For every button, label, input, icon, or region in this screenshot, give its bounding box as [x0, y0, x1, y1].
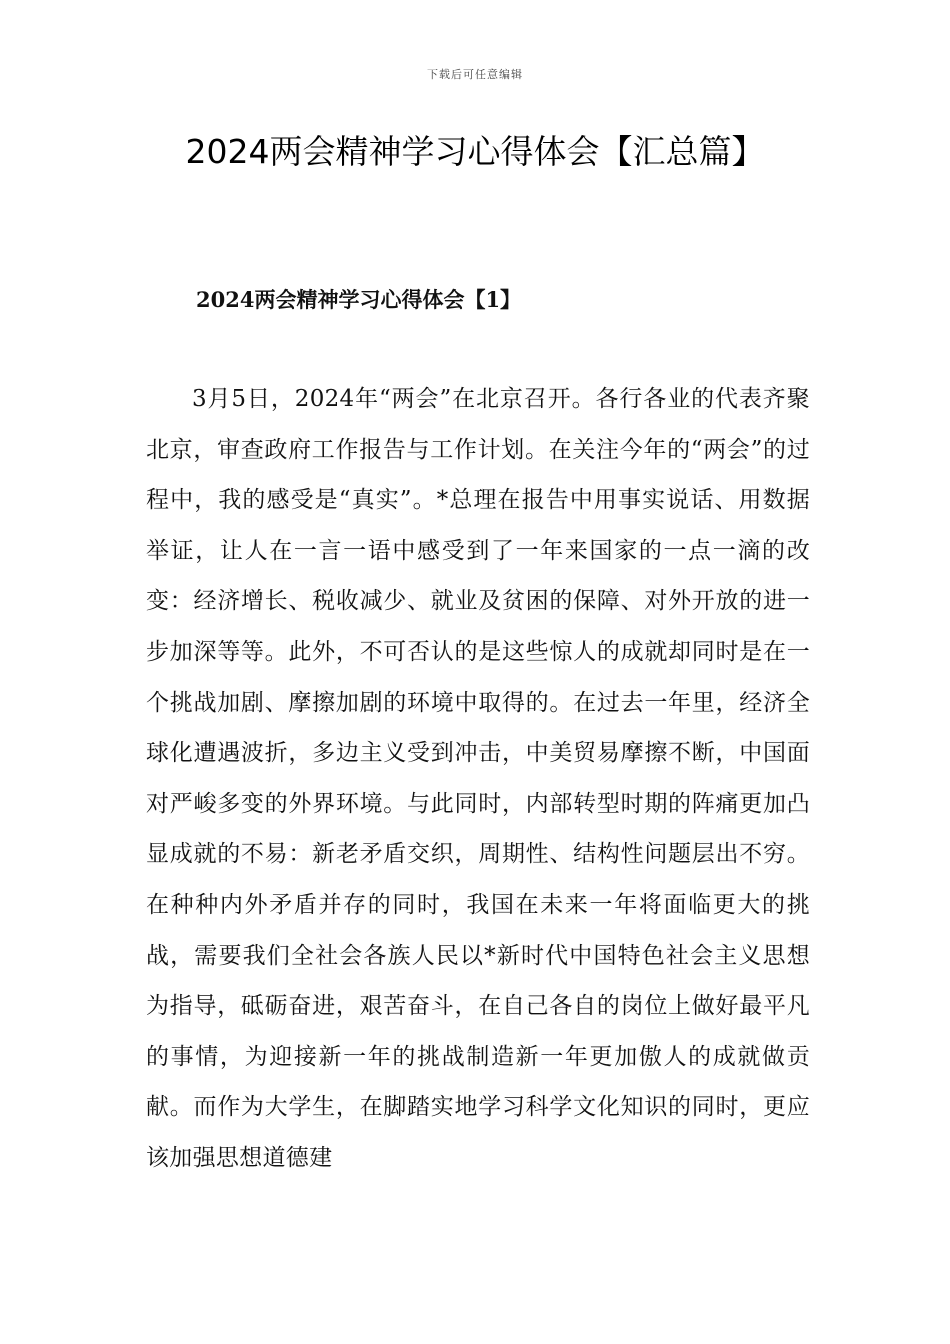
section-heading: 2024两会精神学习心得体会【1】 — [196, 287, 522, 312]
document-title: 2024两会精神学习心得体会【汇总篇】 — [185, 132, 765, 171]
body-paragraph: 3月5日，2024年“两会”在北京召开。各行各业的代表齐聚北京，审查政府工作报告与工作计划。在关注今年的“两会”的过程中，我的感受是“真实”。*总理在报告中用事实说话、用数据举证，让人在一言一语中感受到了一年来国家的一点一滴的改变：经济增长、税收减少、就业及贫困的保障、对外开放的进一步加深等等。此外，不可否认的是这些惊人的成就却同时是在一个挑战加剧、摩擦加剧的环境中取得的。在过去一年里，经济全球化遭遇波折，多边主义受到冲击，中美贸易摩擦不断，中国面对严峻多变的外界环境。与此同时，内部转型时期的阵痛更加凸显成就的不易：新老矛盾交织，周期性、结构性问题层出不穷。在种种内外矛盾并存的同时，我国在未来一年将面临更大的挑战，需要我们全社会各族人民以*新时代中国特色社会主义思想为指导，砥砺奋进，艰苦奋斗，在自己各自的岗位上做好最平凡的事情，为迎接新一年的挑战制造新一年更加傲人的成就做贡献。而作为大学生，在脚踏实地学习科学文化知识的同时，更应该加强思想道德建 — [146, 386, 810, 1171]
header-note: 下载后可任意编辑 — [427, 68, 523, 81]
